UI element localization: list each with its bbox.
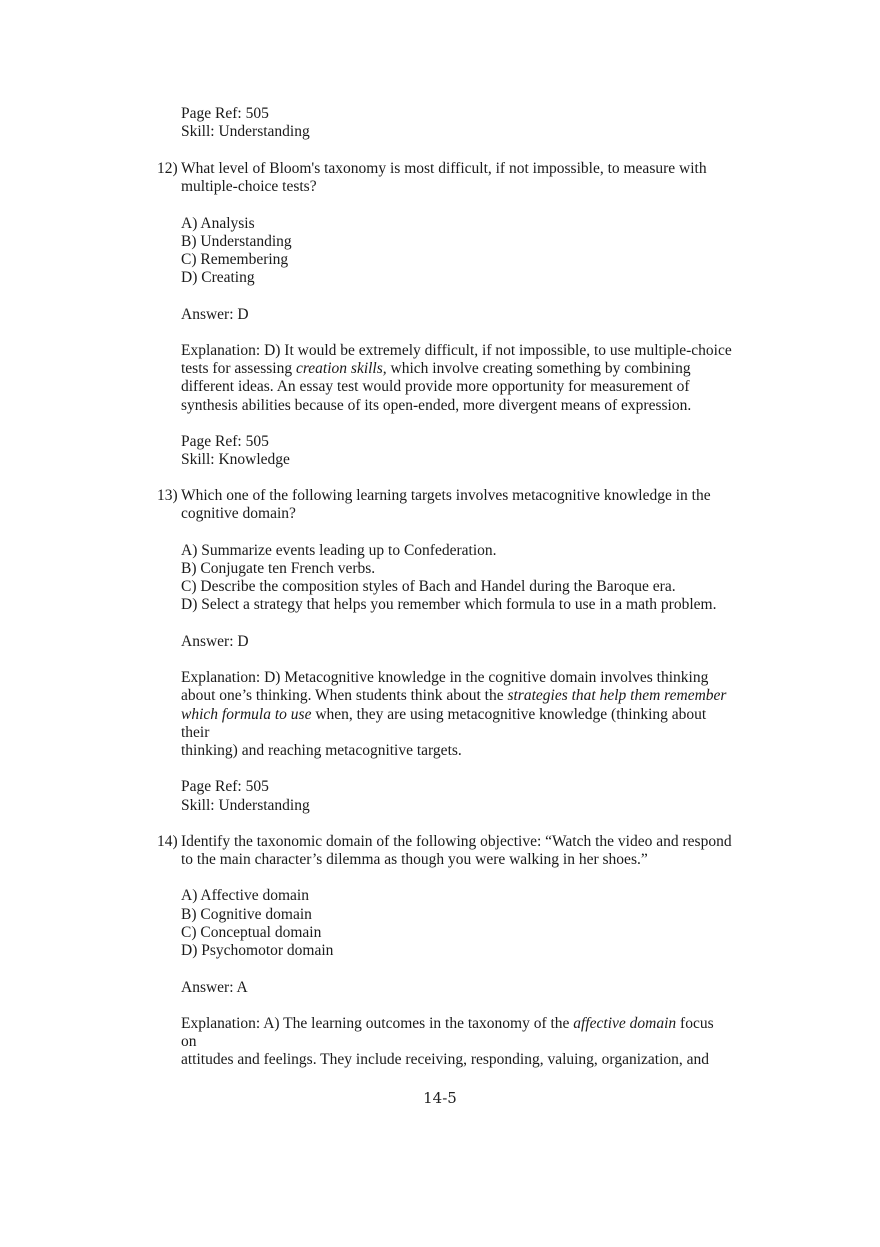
page-number: 14-5	[423, 1089, 457, 1107]
emphasis: which formula to use	[181, 706, 312, 723]
question-stem-line: Which one of the following learning targets involves metacognitive knowledge in the	[181, 487, 711, 504]
skill: Skill: Understanding	[181, 123, 310, 140]
skill: Skill: Knowledge	[181, 451, 290, 468]
answer-option: D) Select a strategy that helps you remember which formula to use in a math problem.	[181, 596, 717, 613]
answer-option: A) Analysis	[181, 215, 255, 232]
explanation-line: on	[181, 1033, 197, 1050]
answer-option: C) Conceptual domain	[181, 924, 322, 941]
explanation-line: thinking) and reaching metacognitive targets.	[181, 742, 462, 759]
answer-option: B) Conjugate ten French verbs.	[181, 560, 376, 577]
question-stem-line: multiple-choice tests?	[181, 178, 317, 195]
emphasis: creation skills,	[295, 360, 387, 377]
answer-option: D) Psychomotor domain	[181, 942, 334, 959]
page-ref: Page Ref: 505	[181, 778, 269, 795]
answer-option: B) Understanding	[181, 233, 292, 250]
emphasis: affective domain	[573, 1015, 677, 1032]
page-ref: Page Ref: 505	[181, 105, 269, 122]
explanation-line: tests for assessing creation skills, which involve creating something by combining	[181, 360, 691, 377]
explanation-line: Explanation: D) Metacognitive knowledge in the cognitive domain involves thinking	[181, 669, 709, 686]
question-number: 14)	[157, 833, 178, 850]
explanation-line: about one’s thinking. When students think about the strategies that help them remember	[181, 687, 727, 704]
skill: Skill: Understanding	[181, 797, 310, 814]
answer-option: A) Summarize events leading up to Confederation.	[181, 542, 497, 559]
explanation-line: Explanation: D) It would be extremely difficult, if not impossible, to use multiple-choice	[181, 342, 732, 359]
question-number: 13)	[157, 487, 178, 504]
question-stem-line: Identify the taxonomic domain of the following objective: “Watch the video and respond	[181, 833, 732, 850]
explanation-line: which formula to use when, they are using metacognitive knowledge (thinking about	[181, 706, 707, 723]
answer-option: A) Affective domain	[181, 887, 309, 904]
explanation-line: Explanation: A) The learning outcomes in the taxonomy of the affective domain focus	[181, 1015, 714, 1032]
answer-option: B) Cognitive domain	[181, 906, 312, 923]
page-ref: Page Ref: 505	[181, 433, 269, 450]
answer-option: D) Creating	[181, 269, 255, 286]
answer: Answer: D	[181, 306, 249, 323]
explanation-line: synthesis abilities because of its open-ended, more divergent means of expression.	[181, 397, 692, 414]
answer: Answer: A	[181, 979, 248, 996]
emphasis: strategies that help them remember	[507, 687, 727, 704]
explanation-line: their	[181, 724, 210, 741]
explanation-line: attitudes and feelings. They include receiving, responding, valuing, organization, and	[181, 1051, 710, 1068]
answer: Answer: D	[181, 633, 249, 650]
explanation-line: different ideas. An essay test would provide more opportunity for measurement of	[181, 378, 690, 395]
answer-option: C) Describe the composition styles of Bach and Handel during the Baroque era.	[181, 578, 676, 595]
question-stem-line: to the main character’s dilemma as though you were walking in her shoes.”	[181, 851, 648, 868]
question-number: 12)	[157, 160, 178, 177]
answer-option: C) Remembering	[181, 251, 289, 268]
question-stem-line: What level of Bloom's taxonomy is most difficult, if not impossible, to measure with	[181, 160, 707, 177]
question-stem-line: cognitive domain?	[181, 505, 296, 522]
